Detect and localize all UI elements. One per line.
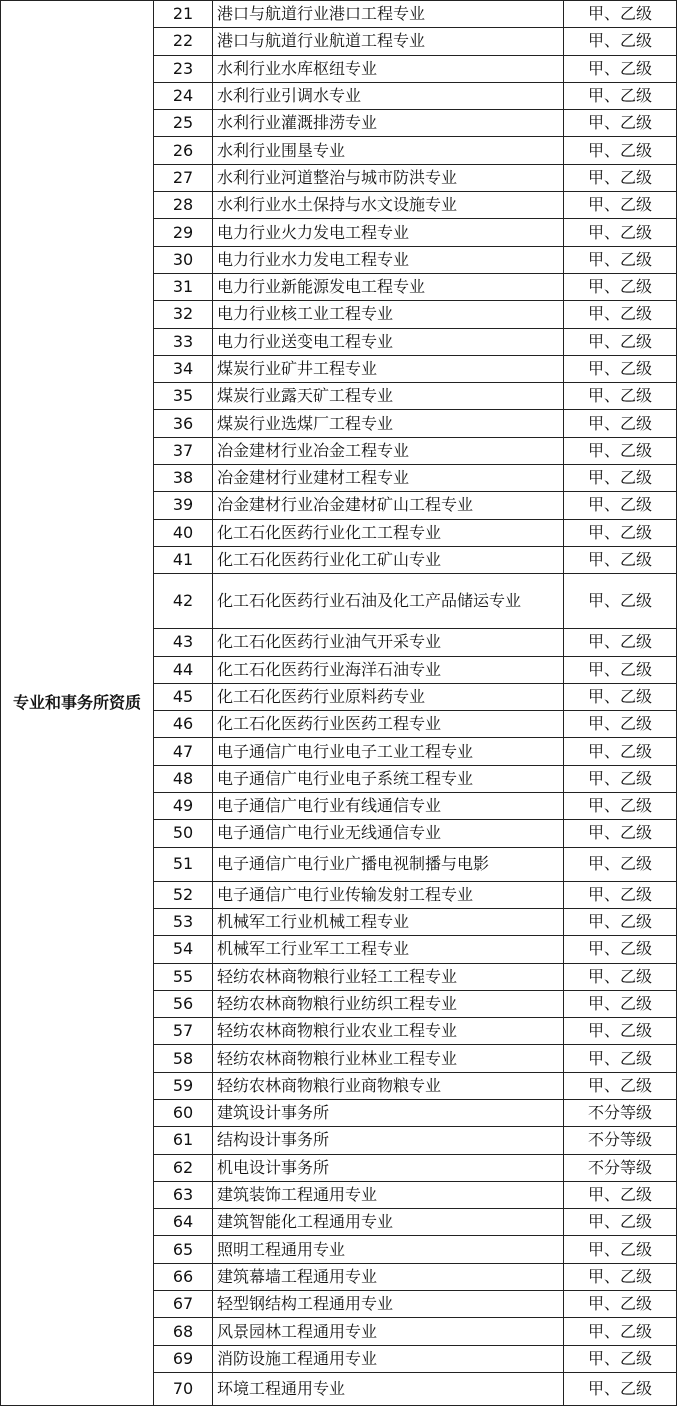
qualification-grade: 甲、乙级 bbox=[564, 1236, 677, 1263]
qualification-name: 风景园林工程通用专业 bbox=[213, 1318, 564, 1345]
qualification-name: 电子通信广电行业广播电视制播与电影 bbox=[213, 847, 564, 881]
row-number: 31 bbox=[154, 273, 213, 300]
qualification-grade: 甲、乙级 bbox=[564, 1209, 677, 1236]
qualification-name: 水利行业水库枢纽专业 bbox=[213, 55, 564, 82]
qualification-grade: 甲、乙级 bbox=[564, 55, 677, 82]
row-number: 66 bbox=[154, 1263, 213, 1290]
qualification-grade: 甲、乙级 bbox=[564, 963, 677, 990]
qualification-name: 冶金建材行业建材工程专业 bbox=[213, 465, 564, 492]
qualification-name: 煤炭行业矿井工程专业 bbox=[213, 355, 564, 382]
qualification-name: 电力行业火力发电工程专业 bbox=[213, 219, 564, 246]
qualification-grade: 甲、乙级 bbox=[564, 546, 677, 573]
category-cell: 专业和事务所资质 bbox=[1, 1, 154, 1406]
qualification-name: 电子通信广电行业电子系统工程专业 bbox=[213, 765, 564, 792]
row-number: 39 bbox=[154, 492, 213, 519]
row-number: 27 bbox=[154, 164, 213, 191]
row-number: 54 bbox=[154, 936, 213, 963]
row-number: 28 bbox=[154, 192, 213, 219]
qualification-name: 煤炭行业选煤厂工程专业 bbox=[213, 410, 564, 437]
qualification-name: 轻纺农林商物粮行业商物粮专业 bbox=[213, 1072, 564, 1099]
row-number: 38 bbox=[154, 465, 213, 492]
qualification-grade: 甲、乙级 bbox=[564, 82, 677, 109]
qualification-grade: 甲、乙级 bbox=[564, 1181, 677, 1208]
qualification-grade: 甲、乙级 bbox=[564, 383, 677, 410]
row-number: 52 bbox=[154, 881, 213, 908]
row-number: 61 bbox=[154, 1127, 213, 1154]
qualification-grade: 甲、乙级 bbox=[564, 908, 677, 935]
qualification-name: 水利行业河道整治与城市防洪专业 bbox=[213, 164, 564, 191]
qualification-grade: 甲、乙级 bbox=[564, 355, 677, 382]
row-number: 57 bbox=[154, 1018, 213, 1045]
qualification-name: 电子通信广电行业无线通信专业 bbox=[213, 820, 564, 847]
qualification-grade: 甲、乙级 bbox=[564, 410, 677, 437]
qualification-name: 港口与航道行业航道工程专业 bbox=[213, 28, 564, 55]
qualification-grade: 甲、乙级 bbox=[564, 328, 677, 355]
row-number: 62 bbox=[154, 1154, 213, 1181]
qualification-grade: 甲、乙级 bbox=[564, 881, 677, 908]
qualification-grade: 甲、乙级 bbox=[564, 1263, 677, 1290]
qualification-name: 消防设施工程通用专业 bbox=[213, 1345, 564, 1372]
row-number: 36 bbox=[154, 410, 213, 437]
qualification-name: 水利行业水土保持与水文设施专业 bbox=[213, 192, 564, 219]
row-number: 42 bbox=[154, 574, 213, 629]
qualification-grade: 甲、乙级 bbox=[564, 629, 677, 656]
qualification-grade: 甲、乙级 bbox=[564, 765, 677, 792]
row-number: 47 bbox=[154, 738, 213, 765]
qualification-grade: 不分等级 bbox=[564, 1127, 677, 1154]
row-number: 32 bbox=[154, 301, 213, 328]
qualification-name: 照明工程通用专业 bbox=[213, 1236, 564, 1263]
row-number: 51 bbox=[154, 847, 213, 881]
qualification-name: 化工石化医药行业医药工程专业 bbox=[213, 711, 564, 738]
qualification-grade: 甲、乙级 bbox=[564, 711, 677, 738]
qualification-grade: 甲、乙级 bbox=[564, 137, 677, 164]
qualification-name: 结构设计事务所 bbox=[213, 1127, 564, 1154]
qualification-grade: 不分等级 bbox=[564, 1099, 677, 1126]
row-number: 56 bbox=[154, 990, 213, 1017]
qualification-grade: 甲、乙级 bbox=[564, 1045, 677, 1072]
qualification-name: 电子通信广电行业有线通信专业 bbox=[213, 793, 564, 820]
row-number: 22 bbox=[154, 28, 213, 55]
qualification-grade: 甲、乙级 bbox=[564, 847, 677, 881]
row-number: 45 bbox=[154, 683, 213, 710]
row-number: 23 bbox=[154, 55, 213, 82]
row-number: 50 bbox=[154, 820, 213, 847]
row-number: 67 bbox=[154, 1291, 213, 1318]
qualification-grade: 甲、乙级 bbox=[564, 1372, 677, 1405]
qualification-name: 机械军工行业机械工程专业 bbox=[213, 908, 564, 935]
qualification-name: 建筑智能化工程通用专业 bbox=[213, 1209, 564, 1236]
table-row bbox=[1, 1, 677, 28]
row-number: 65 bbox=[154, 1236, 213, 1263]
qualification-grade: 甲、乙级 bbox=[564, 1018, 677, 1045]
row-number: 21 bbox=[154, 1, 213, 28]
qualification-grade: 甲、乙级 bbox=[564, 164, 677, 191]
row-number: 48 bbox=[154, 765, 213, 792]
qualification-grade: 甲、乙级 bbox=[564, 683, 677, 710]
row-number: 70 bbox=[154, 1372, 213, 1405]
row-number: 58 bbox=[154, 1045, 213, 1072]
row-number: 24 bbox=[154, 82, 213, 109]
qualification-name: 轻纺农林商物粮行业轻工工程专业 bbox=[213, 963, 564, 990]
qualification-table-body bbox=[1, 1, 677, 1406]
qualification-grade: 甲、乙级 bbox=[564, 273, 677, 300]
qualification-name: 电子通信广电行业传输发射工程专业 bbox=[213, 881, 564, 908]
qualification-name: 建筑装饰工程通用专业 bbox=[213, 1181, 564, 1208]
qualification-name: 电子通信广电行业电子工业工程专业 bbox=[213, 738, 564, 765]
qualification-grade: 甲、乙级 bbox=[564, 656, 677, 683]
qualification-name: 冶金建材行业冶金工程专业 bbox=[213, 437, 564, 464]
row-number: 30 bbox=[154, 246, 213, 273]
qualification-name: 轻纺农林商物粮行业林业工程专业 bbox=[213, 1045, 564, 1072]
qualification-grade: 不分等级 bbox=[564, 1154, 677, 1181]
qualification-grade: 甲、乙级 bbox=[564, 492, 677, 519]
qualification-name: 水利行业灌溉排涝专业 bbox=[213, 110, 564, 137]
qualification-name: 环境工程通用专业 bbox=[213, 1372, 564, 1405]
qualification-name: 建筑设计事务所 bbox=[213, 1099, 564, 1126]
qualification-name: 电力行业新能源发电工程专业 bbox=[213, 273, 564, 300]
row-number: 29 bbox=[154, 219, 213, 246]
row-number: 33 bbox=[154, 328, 213, 355]
qualification-grade: 甲、乙级 bbox=[564, 738, 677, 765]
qualification-grade: 甲、乙级 bbox=[564, 437, 677, 464]
qualification-name: 水利行业围垦专业 bbox=[213, 137, 564, 164]
qualification-grade: 甲、乙级 bbox=[564, 936, 677, 963]
row-number: 37 bbox=[154, 437, 213, 464]
qualification-name: 电力行业水力发电工程专业 bbox=[213, 246, 564, 273]
row-number: 55 bbox=[154, 963, 213, 990]
qualification-name: 化工石化医药行业化工工程专业 bbox=[213, 519, 564, 546]
row-number: 26 bbox=[154, 137, 213, 164]
row-number: 63 bbox=[154, 1181, 213, 1208]
qualification-name: 化工石化医药行业海洋石油专业 bbox=[213, 656, 564, 683]
row-number: 41 bbox=[154, 546, 213, 573]
row-number: 35 bbox=[154, 383, 213, 410]
qualification-name: 建筑幕墙工程通用专业 bbox=[213, 1263, 564, 1290]
qualification-grade: 甲、乙级 bbox=[564, 192, 677, 219]
qualification-name: 水利行业引调水专业 bbox=[213, 82, 564, 109]
row-number: 53 bbox=[154, 908, 213, 935]
row-number: 69 bbox=[154, 1345, 213, 1372]
qualification-grade: 甲、乙级 bbox=[564, 820, 677, 847]
qualification-grade: 甲、乙级 bbox=[564, 1072, 677, 1099]
qualification-grade: 甲、乙级 bbox=[564, 793, 677, 820]
row-number: 34 bbox=[154, 355, 213, 382]
qualification-grade: 甲、乙级 bbox=[564, 1, 677, 28]
row-number: 60 bbox=[154, 1099, 213, 1126]
qualification-name: 轻型钢结构工程通用专业 bbox=[213, 1291, 564, 1318]
row-number: 46 bbox=[154, 711, 213, 738]
qualification-name: 化工石化医药行业化工矿山专业 bbox=[213, 546, 564, 573]
qualification-name: 化工石化医药行业石油及化工产品储运专业 bbox=[213, 574, 564, 629]
row-number: 43 bbox=[154, 629, 213, 656]
row-number: 49 bbox=[154, 793, 213, 820]
qualification-grade: 甲、乙级 bbox=[564, 1291, 677, 1318]
qualification-name: 化工石化医药行业油气开采专业 bbox=[213, 629, 564, 656]
qualification-name: 煤炭行业露天矿工程专业 bbox=[213, 383, 564, 410]
qualification-grade: 甲、乙级 bbox=[564, 28, 677, 55]
row-number: 44 bbox=[154, 656, 213, 683]
qualification-name: 机械军工行业军工工程专业 bbox=[213, 936, 564, 963]
qualification-grade: 甲、乙级 bbox=[564, 574, 677, 629]
qualification-name: 化工石化医药行业原料药专业 bbox=[213, 683, 564, 710]
row-number: 64 bbox=[154, 1209, 213, 1236]
row-number: 25 bbox=[154, 110, 213, 137]
qualification-name: 电力行业核工业工程专业 bbox=[213, 301, 564, 328]
qualification-name: 港口与航道行业港口工程专业 bbox=[213, 1, 564, 28]
row-number: 59 bbox=[154, 1072, 213, 1099]
qualification-name: 轻纺农林商物粮行业农业工程专业 bbox=[213, 1018, 564, 1045]
qualification-grade: 甲、乙级 bbox=[564, 990, 677, 1017]
qualification-grade: 甲、乙级 bbox=[564, 465, 677, 492]
qualification-grade: 甲、乙级 bbox=[564, 219, 677, 246]
qualification-grade: 甲、乙级 bbox=[564, 246, 677, 273]
qualification-name: 电力行业送变电工程专业 bbox=[213, 328, 564, 355]
row-number: 68 bbox=[154, 1318, 213, 1345]
qualification-name: 机电设计事务所 bbox=[213, 1154, 564, 1181]
qualification-grade: 甲、乙级 bbox=[564, 110, 677, 137]
qualification-name: 冶金建材行业冶金建材矿山工程专业 bbox=[213, 492, 564, 519]
row-number: 40 bbox=[154, 519, 213, 546]
qualification-grade: 甲、乙级 bbox=[564, 1318, 677, 1345]
qualification-grade: 甲、乙级 bbox=[564, 301, 677, 328]
qualification-grade: 甲、乙级 bbox=[564, 1345, 677, 1372]
qualification-name: 轻纺农林商物粮行业纺织工程专业 bbox=[213, 990, 564, 1017]
qualification-grade: 甲、乙级 bbox=[564, 519, 677, 546]
